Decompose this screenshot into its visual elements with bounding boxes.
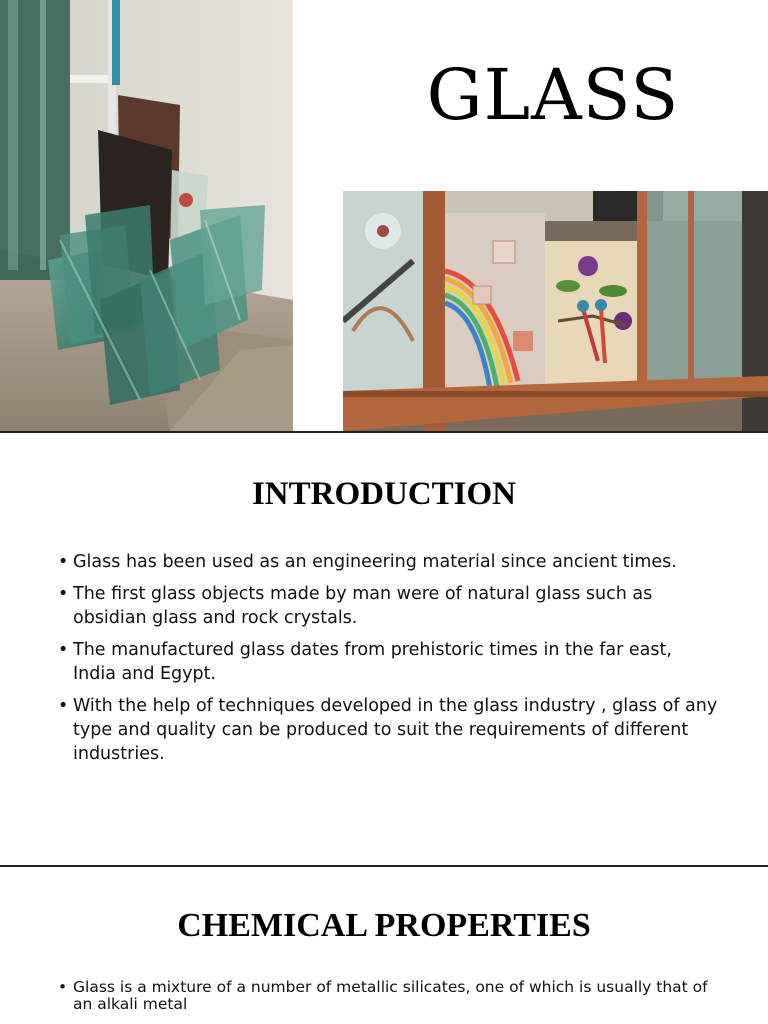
introduction-heading: INTRODUCTION — [251, 476, 517, 512]
chemical-properties-slide — [0, 867, 768, 1024]
list-item: • With the help of techniques developed in the glass industry , glass of any type and quality can be produced to suit the requirements of different industries. — [58, 694, 718, 766]
chemical-properties-heading: CHEMICAL PROPERTIES — [177, 907, 591, 944]
painted-glass-panel-photo — [343, 191, 768, 431]
list-item: • The first glass objects made by man were of natural glass such as obsidian glass and rock crystals. — [58, 582, 718, 630]
chemical-properties-bullet-list — [58, 979, 728, 1021]
slide-title: GLASS — [426, 54, 680, 136]
title-slide — [0, 0, 768, 433]
introduction-slide — [0, 433, 768, 867]
stacked-glass-photo — [0, 0, 293, 431]
list-item: • Glass is a mixture of a number of metallic silicates, one of which is usually that of an alkali metal — [58, 979, 728, 1013]
list-item: • The manufactured glass dates from prehistoric times in the far east, India and Egypt. — [58, 638, 718, 686]
list-item: • Glass has been used as an engineering material since ancient times. — [58, 550, 718, 574]
introduction-bullet-list — [58, 550, 718, 774]
